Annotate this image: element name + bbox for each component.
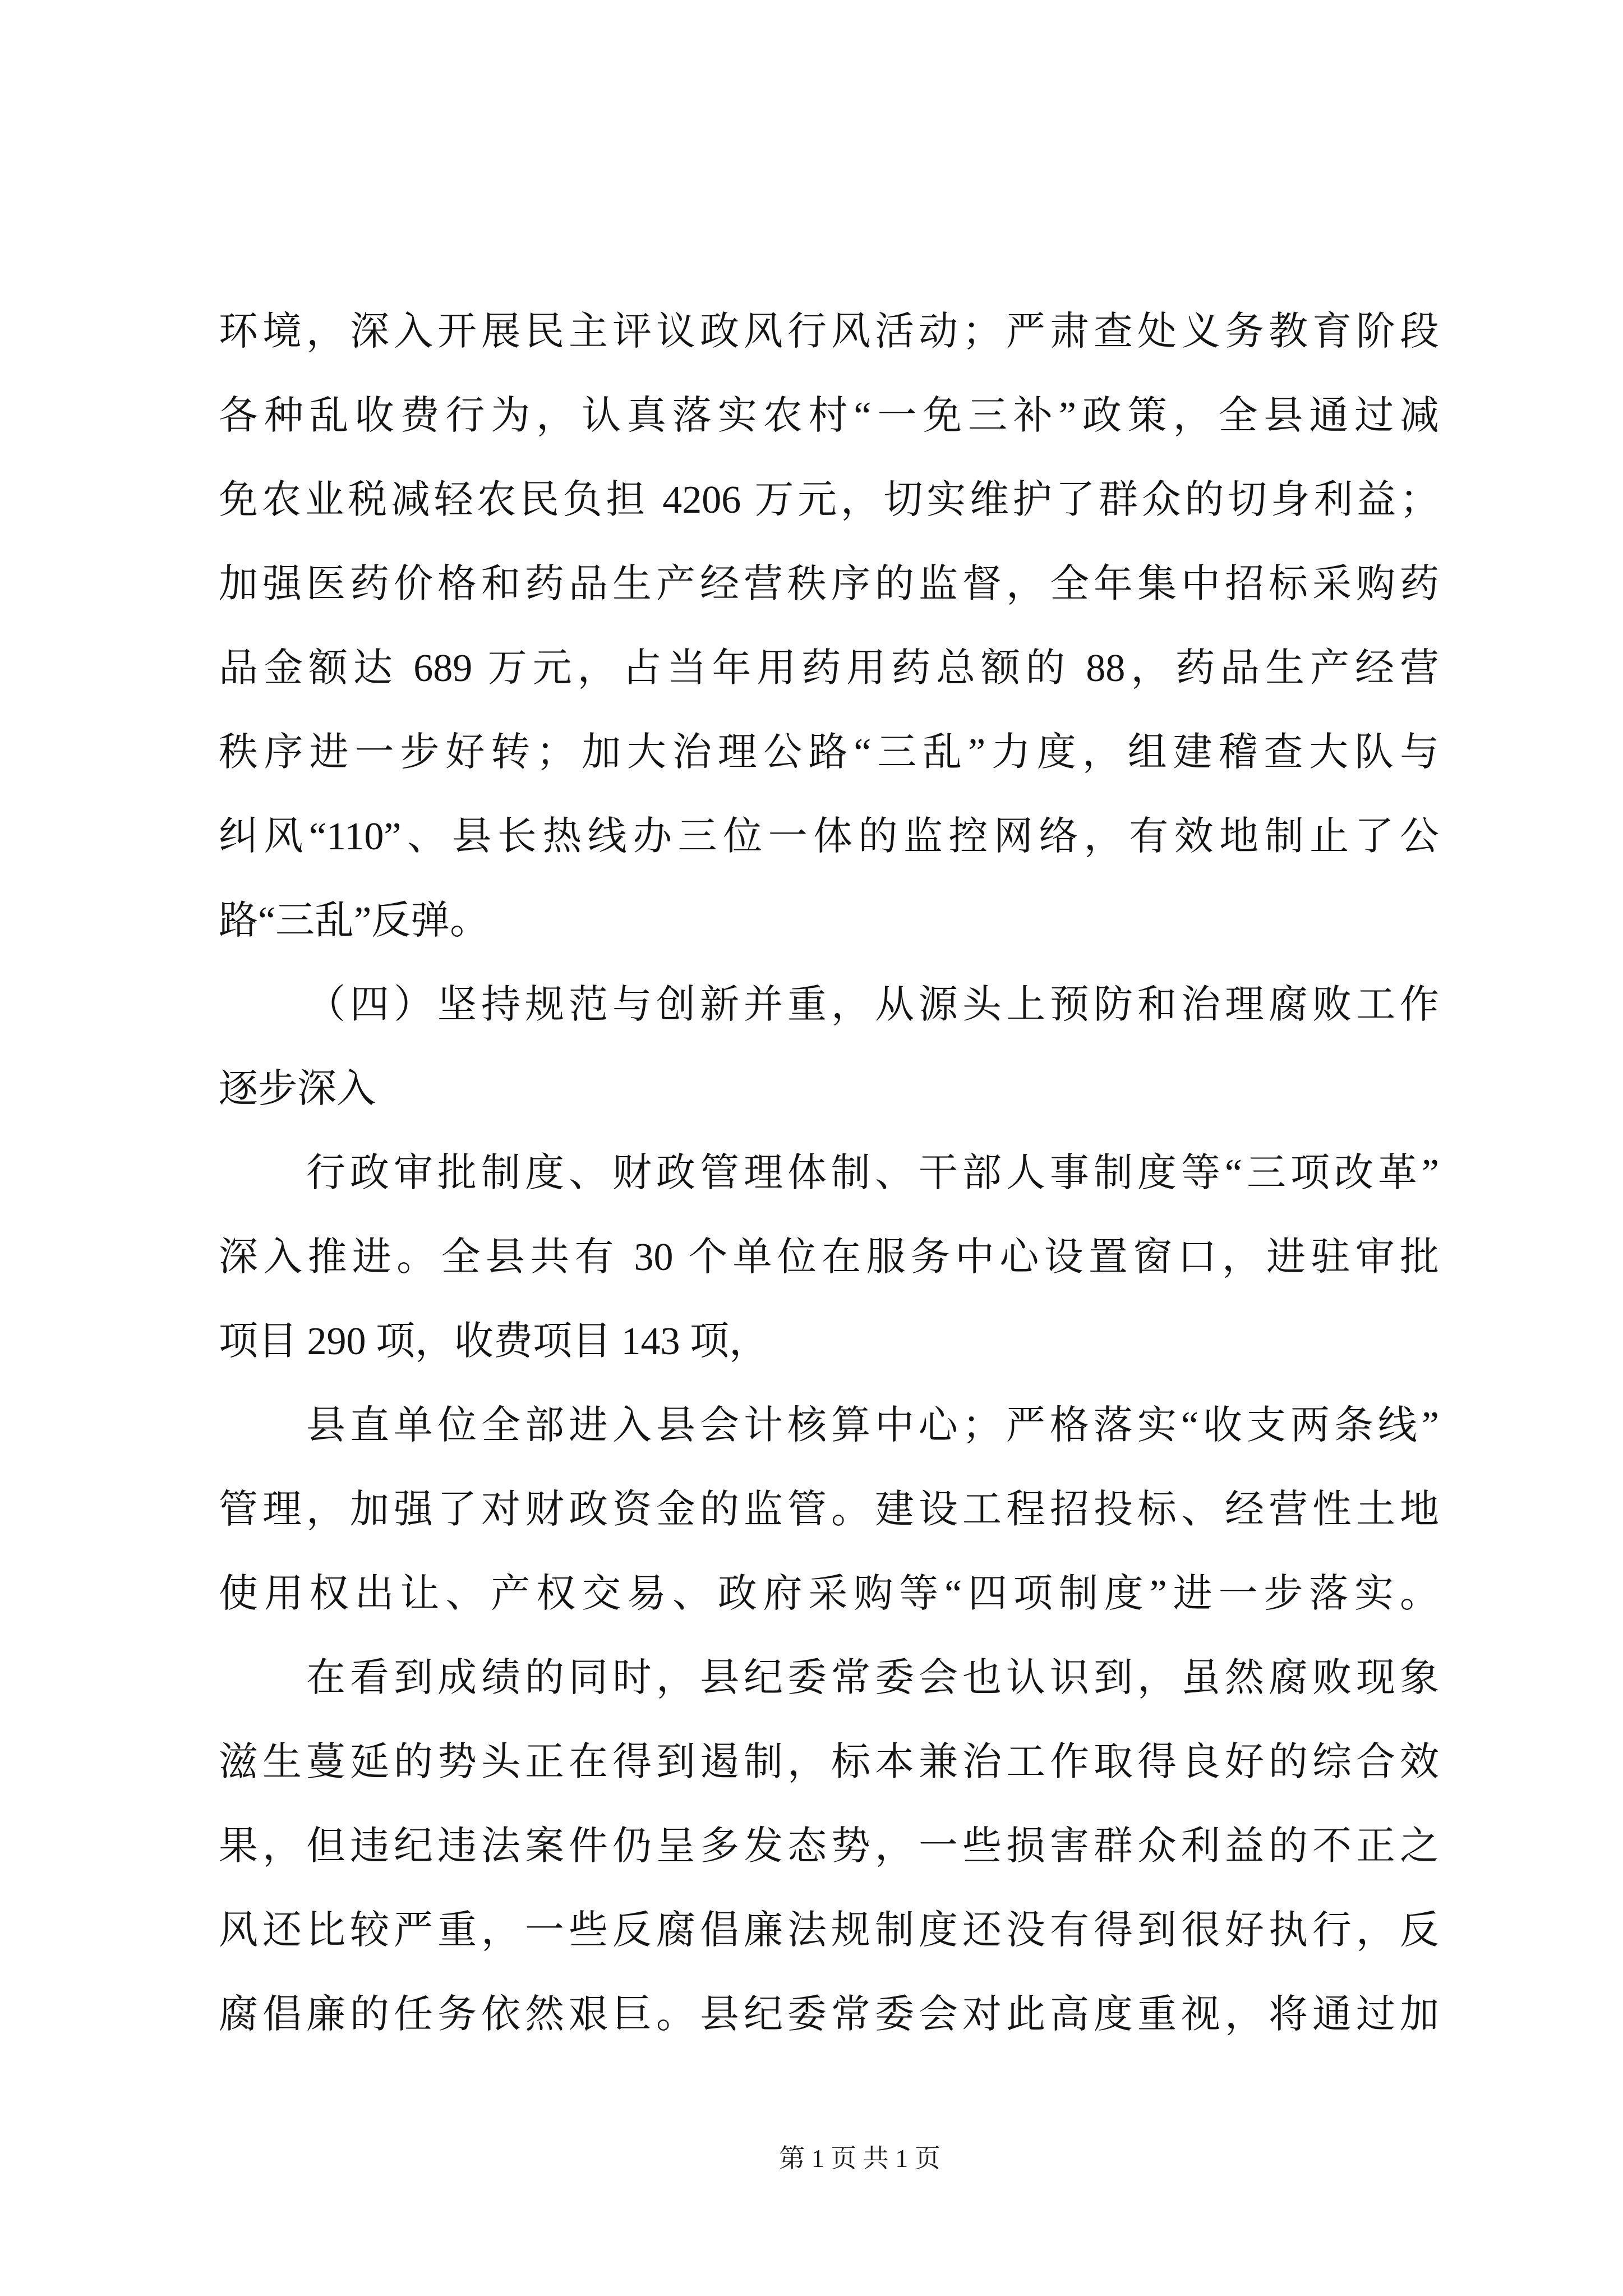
text-line: 免农业税减轻农民负担 4206 万元，切实维护了群众的切身利益； — [219, 478, 1439, 522]
heading-line: 逐步深入 — [219, 1068, 376, 1111]
body-text — [219, 290, 1439, 2057]
paragraph — [219, 1636, 1439, 2057]
text-line: 使用权出让、产权交易、政府采购等“四项制度”进一步落实。 — [219, 1572, 1439, 1616]
text-line: 项目 290 项，收费项目 143 项， — [219, 1320, 768, 1363]
text-line: 县直单位全部进入县会计核算中心；严格落实“收支两条线” — [306, 1404, 1439, 1447]
text-line: 秩序进一步好转；加大治理公路“三乱”力度，组建稽查大队与 — [219, 731, 1439, 774]
page-number-footer: 第 1 页 共 1 页 — [779, 2144, 940, 2173]
paragraph — [219, 1131, 1439, 1384]
text-line: 风还比较严重，一些反腐倡廉法规制度还没有得到很好执行，反 — [219, 1909, 1439, 1952]
text-line: 路“三乱”反弹。 — [219, 899, 490, 942]
text-line: 滋生蔓延的势头正在得到遏制，标本兼治工作取得良好的综合效 — [219, 1741, 1439, 1784]
text-line: 深入推进。全县共有 30 个单位在服务中心设置窗口，进驻审批 — [219, 1236, 1439, 1279]
text-line: 行政审批制度、财政管理体制、干部人事制度等“三项改革” — [306, 1152, 1439, 1195]
text-line: 纠风“110”、县长热线办三位一体的监控网络，有效地制止了公 — [219, 815, 1439, 858]
section-heading — [219, 963, 1439, 1131]
text-line: 环境，深入开展民主评议政风行风活动；严肃查处义务教育阶段 — [219, 310, 1439, 353]
heading-line: （四）坚持规范与创新并重，从源头上预防和治理腐败工作 — [306, 983, 1439, 1027]
text-line: 在看到成绩的同时，县纪委常委会也认识到，虽然腐败现象 — [306, 1657, 1439, 1700]
text-line: 管理，加强了对财政资金的监管。建设工程招投标、经营性土地 — [219, 1488, 1439, 1531]
paragraph — [219, 290, 1439, 963]
text-line: 品金额达 689 万元，占当年用药用药总额的 88，药品生产经营 — [219, 647, 1439, 690]
text-line: 腐倡廉的任务依然艰巨。县纪委常委会对此高度重视，将通过加 — [219, 1993, 1439, 2036]
text-line: 各种乱收费行为，认真落实农村“一免三补”政策，全县通过减 — [219, 394, 1439, 438]
text-line: 加强医药价格和药品生产经营秩序的监督，全年集中招标采购药 — [219, 563, 1439, 606]
paragraph — [219, 1384, 1439, 1636]
text-line: 果，但违纪违法案件仍呈多发态势，一些损害群众利益的不正之 — [219, 1825, 1439, 1868]
